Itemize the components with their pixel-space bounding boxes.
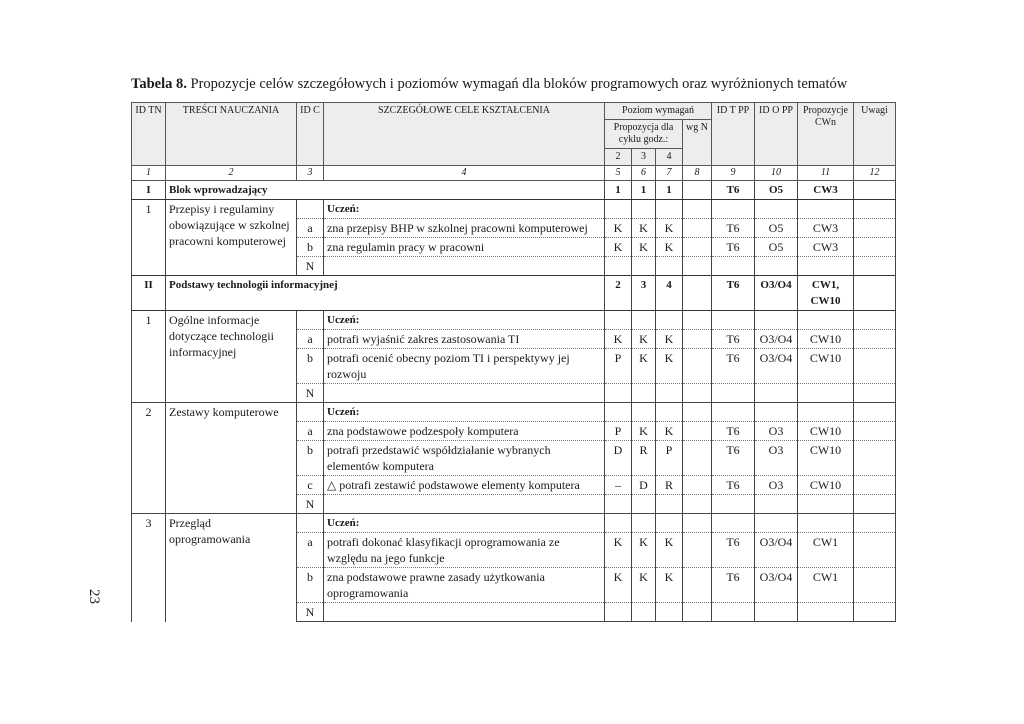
cell-l2 bbox=[605, 514, 632, 533]
header-uwagi: Uwagi bbox=[854, 103, 896, 166]
n-cell-wgn bbox=[683, 495, 712, 514]
level-cycle-2: – bbox=[605, 476, 632, 495]
level-cycle-4: K bbox=[656, 422, 683, 441]
table-caption bbox=[131, 76, 847, 93]
objective-cwn: CW10 bbox=[798, 349, 854, 384]
header-cele: SZCZEGÓŁOWE CELE KSZTAŁCENIA bbox=[324, 103, 605, 166]
level-wg-n bbox=[683, 238, 712, 257]
objective-id: a bbox=[297, 533, 324, 568]
cell-uwagi bbox=[854, 311, 896, 330]
block-level-3: 1 bbox=[632, 181, 656, 200]
objective-cwn: CW10 bbox=[798, 422, 854, 441]
n-label: N bbox=[297, 257, 324, 276]
level-wg-n bbox=[683, 476, 712, 495]
level-wg-n bbox=[683, 441, 712, 476]
objective-id-opp: O3/O4 bbox=[755, 349, 798, 384]
objective-id-opp: O3 bbox=[755, 476, 798, 495]
n-cell-cwn bbox=[798, 603, 854, 622]
column-number-9: 9 bbox=[712, 166, 755, 181]
n-cell-tpp bbox=[712, 384, 755, 403]
level-cycle-3: K bbox=[632, 330, 656, 349]
block-wg-n bbox=[683, 276, 712, 311]
objective-id-tpp: T6 bbox=[712, 533, 755, 568]
block-level-4: 4 bbox=[656, 276, 683, 311]
block-id-tpp: T6 bbox=[712, 181, 755, 200]
level-cycle-2: K bbox=[605, 219, 632, 238]
topic-name: Przegląd oprogramowania bbox=[166, 514, 297, 622]
objective-uwagi bbox=[854, 533, 896, 568]
topic-row bbox=[132, 200, 896, 219]
column-number-7: 7 bbox=[656, 166, 683, 181]
level-cycle-3: K bbox=[632, 533, 656, 568]
cell-tpp bbox=[712, 200, 755, 219]
cell-uwagi bbox=[854, 514, 896, 533]
cell-opp bbox=[755, 311, 798, 330]
n-cell-l4 bbox=[656, 603, 683, 622]
column-number-12: 12 bbox=[854, 166, 896, 181]
objective-id-tpp: T6 bbox=[712, 219, 755, 238]
level-cycle-2: K bbox=[605, 533, 632, 568]
n-cell-l4 bbox=[656, 257, 683, 276]
block-level-2: 2 bbox=[605, 276, 632, 311]
objective-cwn: CW10 bbox=[798, 476, 854, 495]
n-cell-l2 bbox=[605, 495, 632, 514]
cell-uwagi bbox=[854, 200, 896, 219]
cell-cwn bbox=[798, 311, 854, 330]
cell-tpp bbox=[712, 403, 755, 422]
header-id-c: ID C bbox=[297, 103, 324, 166]
level-cycle-4: K bbox=[656, 349, 683, 384]
objective-cwn: CW10 bbox=[798, 330, 854, 349]
objective-uwagi bbox=[854, 422, 896, 441]
topic-row bbox=[132, 403, 896, 422]
block-id-tpp: T6 bbox=[712, 276, 755, 311]
n-cell-uwagi bbox=[854, 384, 896, 403]
cell-cwn bbox=[798, 200, 854, 219]
cell-l2 bbox=[605, 200, 632, 219]
objective-text: potrafi ocenić obecny poziom TI i perspektywy jej rozwoju bbox=[324, 349, 605, 384]
topic-number: 1 bbox=[132, 311, 166, 403]
objective-id-opp: O5 bbox=[755, 219, 798, 238]
cell-wgn bbox=[683, 514, 712, 533]
n-cell-tpp bbox=[712, 495, 755, 514]
n-cell-uwagi bbox=[854, 495, 896, 514]
topic-number: 2 bbox=[132, 403, 166, 514]
n-cell-cwn bbox=[798, 384, 854, 403]
header-id-tpp: ID T PP bbox=[712, 103, 755, 166]
objective-id-tpp: T6 bbox=[712, 441, 755, 476]
objective-text: △ potrafi zestawić podstawowe elementy komputera bbox=[324, 476, 605, 495]
level-wg-n bbox=[683, 219, 712, 238]
header-row bbox=[132, 103, 896, 120]
cell-wgn bbox=[683, 311, 712, 330]
block-id-opp: O5 bbox=[755, 181, 798, 200]
objective-id-tpp: T6 bbox=[712, 330, 755, 349]
block-cwn: CW3 bbox=[798, 181, 854, 200]
n-cell-tpp bbox=[712, 257, 755, 276]
n-cell-cwn bbox=[798, 257, 854, 276]
topic-name: Ogólne informacje dotyczące technologii informacyjnej bbox=[166, 311, 297, 403]
n-cell-opp bbox=[755, 384, 798, 403]
level-wg-n bbox=[683, 422, 712, 441]
block-level-4: 1 bbox=[656, 181, 683, 200]
caption-text: Propozycje celów szczegółowych i poziomów wymagań dla bloków programowych oraz wyróżnionych tematów bbox=[190, 76, 848, 92]
objective-id: a bbox=[297, 219, 324, 238]
n-cell-wgn bbox=[683, 384, 712, 403]
objective-cwn: CW3 bbox=[798, 238, 854, 257]
level-cycle-3: R bbox=[632, 441, 656, 476]
header-id-tn: ID TN bbox=[132, 103, 166, 166]
topic-name: Przepisy i regulaminy obowiązujące w szkolnej pracowni komputerowej bbox=[166, 200, 297, 276]
level-cycle-3: K bbox=[632, 219, 656, 238]
objective-id: b bbox=[297, 238, 324, 257]
level-cycle-4: K bbox=[656, 238, 683, 257]
n-text bbox=[324, 384, 605, 403]
column-number-8: 8 bbox=[683, 166, 712, 181]
objective-id-tpp: T6 bbox=[712, 422, 755, 441]
level-cycle-2: P bbox=[605, 349, 632, 384]
block-uwagi bbox=[854, 276, 896, 311]
level-cycle-3: K bbox=[632, 238, 656, 257]
objective-uwagi bbox=[854, 219, 896, 238]
level-cycle-2: K bbox=[605, 568, 632, 603]
block-wg-n bbox=[683, 181, 712, 200]
objective-uwagi bbox=[854, 238, 896, 257]
column-number-5: 5 bbox=[605, 166, 632, 181]
objective-text: zna regulamin pracy w pracowni bbox=[324, 238, 605, 257]
n-cell-l3 bbox=[632, 257, 656, 276]
level-cycle-2: P bbox=[605, 422, 632, 441]
column-number-10: 10 bbox=[755, 166, 798, 181]
n-text bbox=[324, 495, 605, 514]
level-cycle-4: K bbox=[656, 568, 683, 603]
cell-l3 bbox=[632, 514, 656, 533]
block-id: II bbox=[132, 276, 166, 311]
header-sub-3: 3 bbox=[632, 149, 656, 166]
n-label: N bbox=[297, 495, 324, 514]
uczen-label: Uczeń: bbox=[324, 200, 605, 219]
topic-id-c bbox=[297, 311, 324, 330]
uczen-label: Uczeń: bbox=[324, 311, 605, 330]
cell-cwn bbox=[798, 403, 854, 422]
cell-cwn bbox=[798, 514, 854, 533]
n-cell-wgn bbox=[683, 257, 712, 276]
objective-text: potrafi dokonać klasyfikacji oprogramowania ze względu na jego funkcje bbox=[324, 533, 605, 568]
level-cycle-4: K bbox=[656, 330, 683, 349]
n-label: N bbox=[297, 384, 324, 403]
n-cell-opp bbox=[755, 603, 798, 622]
objective-id: a bbox=[297, 330, 324, 349]
column-numbers-row bbox=[132, 166, 896, 181]
block-id-opp: O3/O4 bbox=[755, 276, 798, 311]
objective-uwagi bbox=[854, 330, 896, 349]
level-cycle-4: K bbox=[656, 219, 683, 238]
header-poziom: Poziom wymagań bbox=[605, 103, 712, 120]
column-number-3: 3 bbox=[297, 166, 324, 181]
objective-id-tpp: T6 bbox=[712, 349, 755, 384]
n-cell-l4 bbox=[656, 495, 683, 514]
level-wg-n bbox=[683, 568, 712, 603]
n-cell-l4 bbox=[656, 384, 683, 403]
objective-cwn: CW3 bbox=[798, 219, 854, 238]
objective-id-tpp: T6 bbox=[712, 238, 755, 257]
n-cell-cwn bbox=[798, 495, 854, 514]
block-cwn: CW1, CW10 bbox=[798, 276, 854, 311]
n-text bbox=[324, 257, 605, 276]
n-cell-uwagi bbox=[854, 257, 896, 276]
header-propozycje-cwn: Propozycje CWn bbox=[798, 103, 854, 166]
objective-uwagi bbox=[854, 441, 896, 476]
n-cell-l2 bbox=[605, 384, 632, 403]
block-row bbox=[132, 276, 896, 311]
topic-number: 3 bbox=[132, 514, 166, 622]
cell-tpp bbox=[712, 514, 755, 533]
objective-uwagi bbox=[854, 476, 896, 495]
block-title: Podstawy technologii informacyjnej bbox=[166, 276, 605, 311]
n-cell-uwagi bbox=[854, 603, 896, 622]
n-cell-opp bbox=[755, 257, 798, 276]
level-cycle-3: K bbox=[632, 422, 656, 441]
block-title: Blok wprowadzający bbox=[166, 181, 605, 200]
column-number-1: 1 bbox=[132, 166, 166, 181]
column-number-6: 6 bbox=[632, 166, 656, 181]
column-number-4: 4 bbox=[324, 166, 605, 181]
objective-text: potrafi wyjaśnić zakres zastosowania TI bbox=[324, 330, 605, 349]
n-cell-l3 bbox=[632, 495, 656, 514]
topic-id-c bbox=[297, 403, 324, 422]
objective-text: potrafi przedstawić współdziałanie wybranych elementów komputera bbox=[324, 441, 605, 476]
objective-id: b bbox=[297, 441, 324, 476]
topic-name: Zestawy komputerowe bbox=[166, 403, 297, 514]
level-cycle-4: R bbox=[656, 476, 683, 495]
block-uwagi bbox=[854, 181, 896, 200]
cell-opp bbox=[755, 514, 798, 533]
level-cycle-3: K bbox=[632, 568, 656, 603]
cell-opp bbox=[755, 403, 798, 422]
cell-l4 bbox=[656, 403, 683, 422]
level-wg-n bbox=[683, 330, 712, 349]
objective-id-opp: O5 bbox=[755, 238, 798, 257]
header-id-opp: ID O PP bbox=[755, 103, 798, 166]
block-row bbox=[132, 181, 896, 200]
objective-id-opp: O3/O4 bbox=[755, 533, 798, 568]
n-cell-l3 bbox=[632, 603, 656, 622]
topic-row bbox=[132, 311, 896, 330]
cell-wgn bbox=[683, 200, 712, 219]
level-cycle-2: K bbox=[605, 238, 632, 257]
topic-number: 1 bbox=[132, 200, 166, 276]
n-cell-wgn bbox=[683, 603, 712, 622]
objective-id: b bbox=[297, 349, 324, 384]
objective-id-tpp: T6 bbox=[712, 476, 755, 495]
objective-cwn: CW10 bbox=[798, 441, 854, 476]
level-cycle-2: K bbox=[605, 330, 632, 349]
objective-uwagi bbox=[854, 349, 896, 384]
objective-text: zna przepisy BHP w szkolnej pracowni komputerowej bbox=[324, 219, 605, 238]
level-cycle-3: D bbox=[632, 476, 656, 495]
objective-id-opp: O3/O4 bbox=[755, 330, 798, 349]
cell-opp bbox=[755, 200, 798, 219]
objective-id-opp: O3/O4 bbox=[755, 568, 798, 603]
topic-row bbox=[132, 514, 896, 533]
objective-id: b bbox=[297, 568, 324, 603]
header-wg-n: wg N bbox=[683, 120, 712, 166]
cell-l2 bbox=[605, 403, 632, 422]
level-cycle-4: P bbox=[656, 441, 683, 476]
cell-wgn bbox=[683, 403, 712, 422]
objective-id-opp: O3 bbox=[755, 422, 798, 441]
n-cell-opp bbox=[755, 495, 798, 514]
cell-l3 bbox=[632, 200, 656, 219]
cell-l3 bbox=[632, 311, 656, 330]
objective-cwn: CW1 bbox=[798, 533, 854, 568]
column-number-2: 2 bbox=[166, 166, 297, 181]
objective-id: a bbox=[297, 422, 324, 441]
header-sub-4: 4 bbox=[656, 149, 683, 166]
objective-id-tpp: T6 bbox=[712, 568, 755, 603]
block-level-3: 3 bbox=[632, 276, 656, 311]
header-sub-2: 2 bbox=[605, 149, 632, 166]
uczen-label: Uczeń: bbox=[324, 403, 605, 422]
n-cell-l2 bbox=[605, 257, 632, 276]
cell-uwagi bbox=[854, 403, 896, 422]
n-cell-tpp bbox=[712, 603, 755, 622]
topic-id-c bbox=[297, 200, 324, 219]
requirements-table bbox=[131, 102, 896, 622]
level-wg-n bbox=[683, 349, 712, 384]
page-number: 23 bbox=[86, 589, 102, 604]
uczen-label: Uczeń: bbox=[324, 514, 605, 533]
topic-id-c bbox=[297, 514, 324, 533]
objective-id: c bbox=[297, 476, 324, 495]
level-cycle-4: K bbox=[656, 533, 683, 568]
level-cycle-3: K bbox=[632, 349, 656, 384]
objective-cwn: CW1 bbox=[798, 568, 854, 603]
cell-l3 bbox=[632, 403, 656, 422]
block-level-2: 1 bbox=[605, 181, 632, 200]
block-id: I bbox=[132, 181, 166, 200]
header-propozycja-cyklu: Propozycja dla cyklu godz.: bbox=[605, 120, 683, 149]
n-text bbox=[324, 603, 605, 622]
n-cell-l3 bbox=[632, 384, 656, 403]
objective-id-opp: O3 bbox=[755, 441, 798, 476]
n-cell-l2 bbox=[605, 603, 632, 622]
level-cycle-2: D bbox=[605, 441, 632, 476]
cell-l4 bbox=[656, 514, 683, 533]
cell-l4 bbox=[656, 200, 683, 219]
header-tresci: TREŚCI NAUCZANIA bbox=[166, 103, 297, 166]
column-number-11: 11 bbox=[798, 166, 854, 181]
level-wg-n bbox=[683, 533, 712, 568]
cell-tpp bbox=[712, 311, 755, 330]
objective-text: zna podstawowe podzespoły komputera bbox=[324, 422, 605, 441]
cell-l4 bbox=[656, 311, 683, 330]
caption-label: Tabela 8. bbox=[131, 76, 187, 92]
cell-l2 bbox=[605, 311, 632, 330]
objective-text: zna podstawowe prawne zasady użytkowania oprogramowania bbox=[324, 568, 605, 603]
n-label: N bbox=[297, 603, 324, 622]
objective-uwagi bbox=[854, 568, 896, 603]
